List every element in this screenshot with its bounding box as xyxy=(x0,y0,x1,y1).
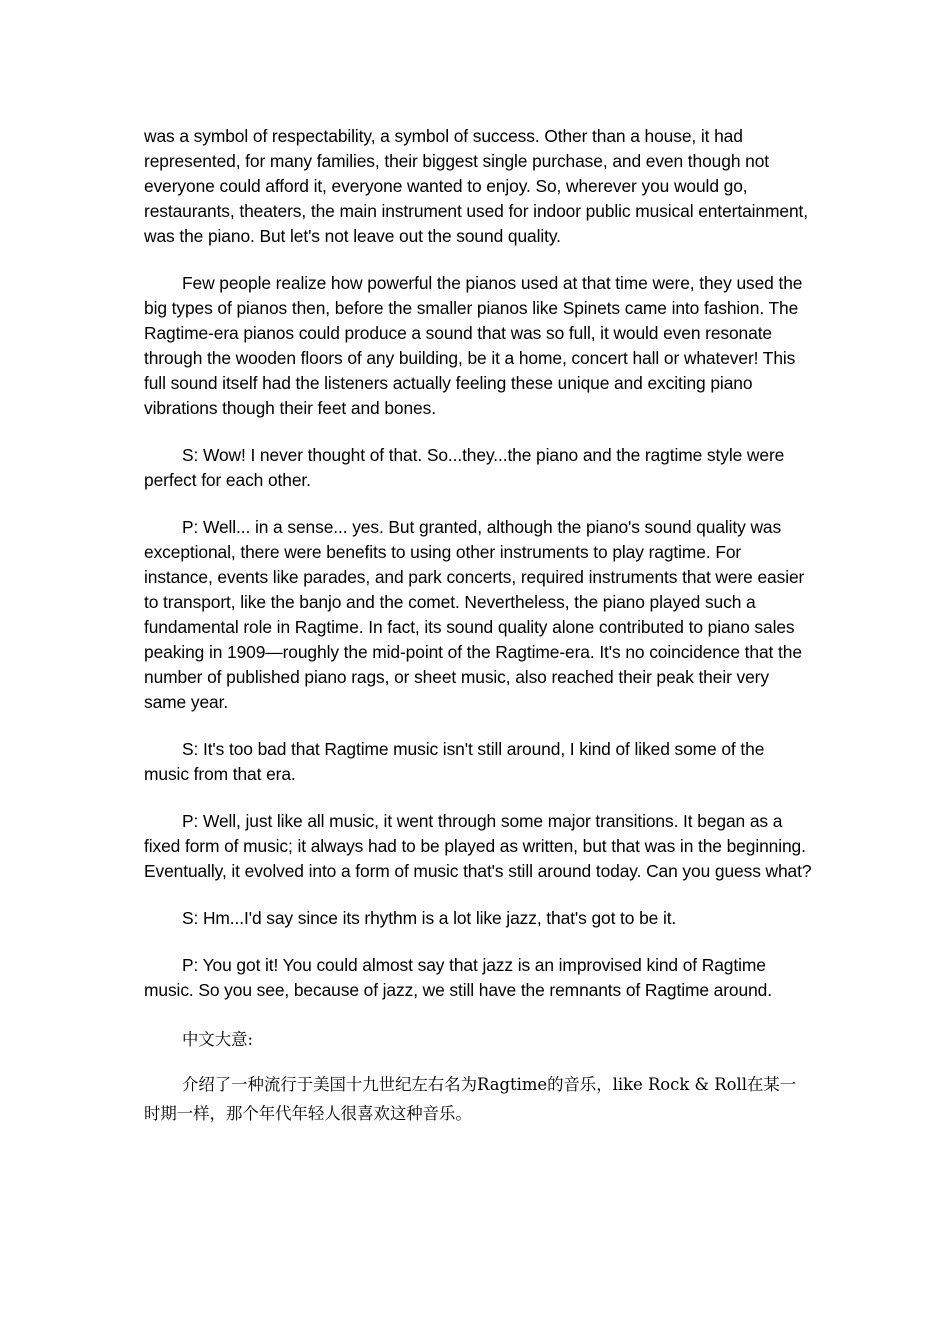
dialogue-student-1: S: Wow! I never thought of that. So...they...the piano and the ragtime style were perfect for each other. xyxy=(144,445,785,490)
dialogue-professor-3: P: You got it! You could almost say that jazz is an improvised kind of Ragtime music. So you see, because of jazz, we still have the remnants of Ragtime around. xyxy=(144,955,772,1000)
dialogue-professor-2: P: Well, just like all music, it went through some major transitions. It began as a fixed form of music; it always had to be played as written, but that was in the beginning. Eventually, it evolved into a form of music that's still around today. Can you guess what? xyxy=(144,811,812,881)
paragraph-continuation: was a symbol of respectability, a symbol of success. Other than a house, it had represented, for many families, their biggest single purchase, and even though not everyone could afford it, everyone wanted to enjoy. So, wherever you would go, restaurants, theaters, the main instrument used for indoor public musical entertainment, was the piano. But let's not leave out the sound quality. xyxy=(144,126,808,246)
paragraph-piano-sound: Few people realize how powerful the pianos used at that time were, they used the big types of pianos then, before the smaller pianos like Spinets came into fashion. The Ragtime-era pianos could produce a sound that was so full, it would even resonate through the wooden floors of any building, be it a home, concert hall or whatever! This full sound itself had the listeners actually feeling these unique and exciting piano vibrations though their feet and bones. xyxy=(144,273,803,418)
dialogue-professor-1: P: Well... in a sense... yes. But granted, although the piano's sound quality was exceptional, there were benefits to using other instruments to play ragtime. For instance, events like parades, and park concerts, required instruments that were easier to transport, like the banjo and the comet. Nevertheless, the piano played such a fundamental role in Ragtime. In fact, its sound quality alone contributed to piano sales peaking in 1909—roughly the mid-point of the Ragtime-era. It's no coincidence that the number of published piano rags, or sheet music, also reached their peak their very same year. xyxy=(144,517,805,712)
dialogue-student-2: S: It's too bad that Ragtime music isn't still around, I kind of liked some of the music from that era. xyxy=(144,739,765,784)
summary-label: 中文大意: xyxy=(182,1030,254,1049)
dialogue-student-3: S: Hm...I'd say since its rhythm is a lot like jazz, that's got to be it. xyxy=(182,908,677,928)
document-body xyxy=(144,124,812,1150)
summary-text: 介绍了一种流行于美国十九世纪左右名为Ragtime的音乐，like Rock & Roll在某一时期一样，那个年代年轻人很喜欢这种音乐。 xyxy=(144,1075,797,1123)
